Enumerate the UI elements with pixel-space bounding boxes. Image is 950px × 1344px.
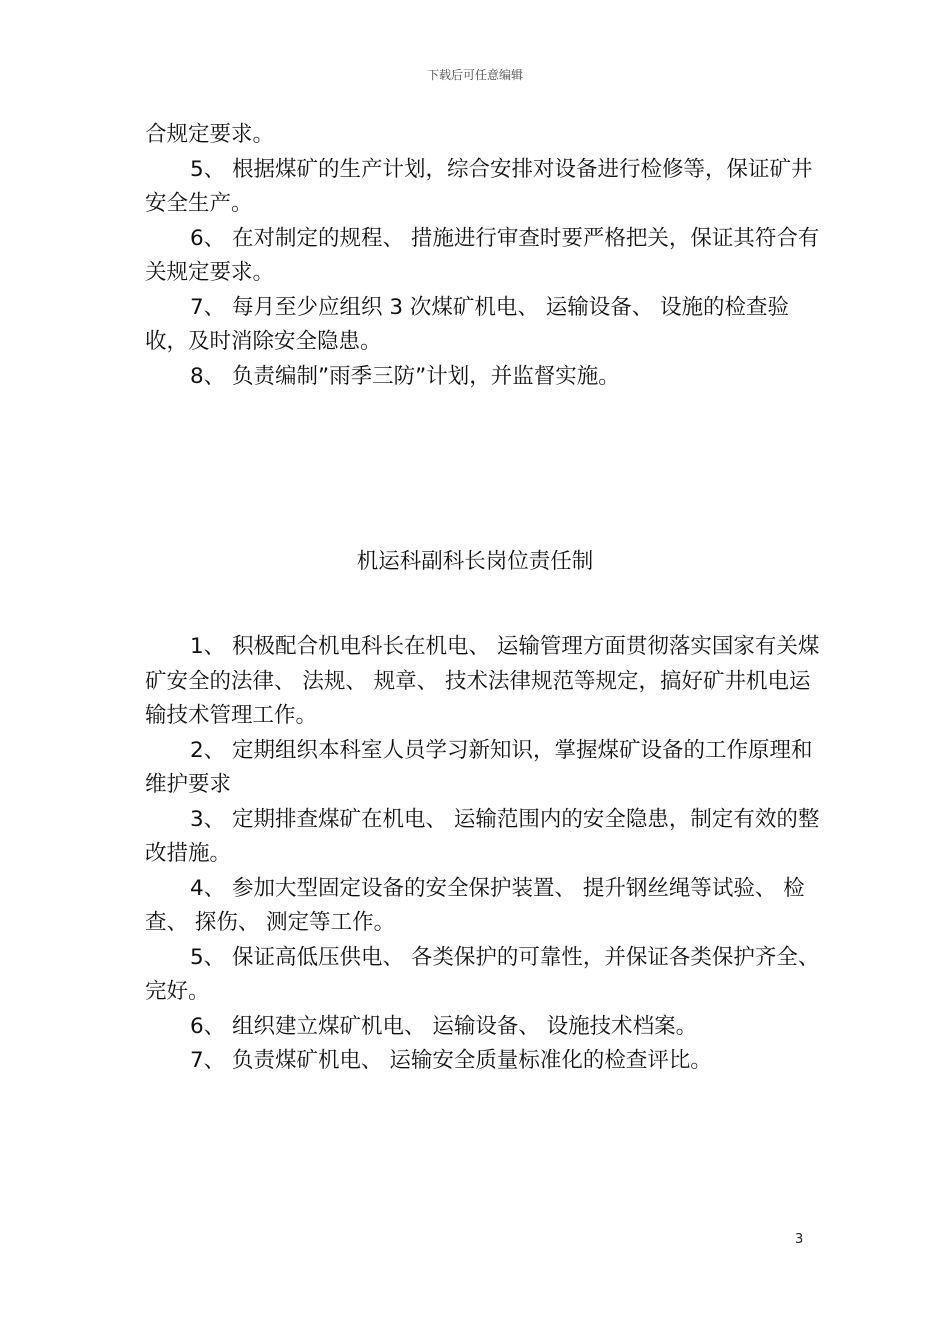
duty-item-5: 5、 保证高低压供电、 各类保护的可靠性，并保证各类保护齐全、 完好。 [145, 944, 820, 1004]
duty-item-1: 1、 积极配合机电科长在机电、 运输管理方面贯彻落实国家有关煤矿安全的法律、 法规、 规章、 技术法律规范等规定，搞好矿井机电运输技术管理工作。 [145, 634, 820, 728]
duty-item-3: 3、 定期排查煤矿在机电、 运输范围内的安全隐患，制定有效的整改措施。 [145, 806, 820, 866]
paragraph-item-8: 8、 负责编制”雨季三防”计划，并监督实施。 [190, 363, 620, 389]
duty-item-6: 6、 组织建立煤矿机电、 运输设备、 设施技术档案。 [190, 1013, 698, 1039]
section-title: 机运科副科长岗位责任制 [356, 549, 594, 574]
previous-section-body [145, 118, 820, 394]
paragraph-item-6: 6、 在对制定的规程、 措施进行审查时要严格把关，保证其符合有关规定要求。 [145, 225, 820, 285]
paragraph-item-5: 5、 根据煤矿的生产计划，综合安排对设备进行检修等，保证矿井安全生产。 [145, 156, 813, 216]
section-body [145, 630, 820, 1079]
page-number: 3 [795, 1232, 804, 1247]
duty-item-2: 2、 定期组织本科室人员学习新知识，掌握煤矿设备的工作原理和维护要求 [145, 737, 813, 797]
duty-item-4: 4、 参加大型固定设备的安全保护装置、 提升钢丝绳等试验、 检查、 探伤、 测定等工作。 [145, 875, 805, 935]
duty-item-7: 7、 负责煤矿机电、 运输安全质量标准化的检查评比。 [190, 1048, 712, 1073]
paragraph-item-7: 7、 每月至少应组织 3 次煤矿机电、 运输设备、 设施的检查验收，及时消除安全隐患。 [145, 294, 790, 354]
paragraph-continuation: 合规定要求。 [145, 122, 275, 147]
page-header: 下载后可任意编辑 [426, 68, 523, 82]
